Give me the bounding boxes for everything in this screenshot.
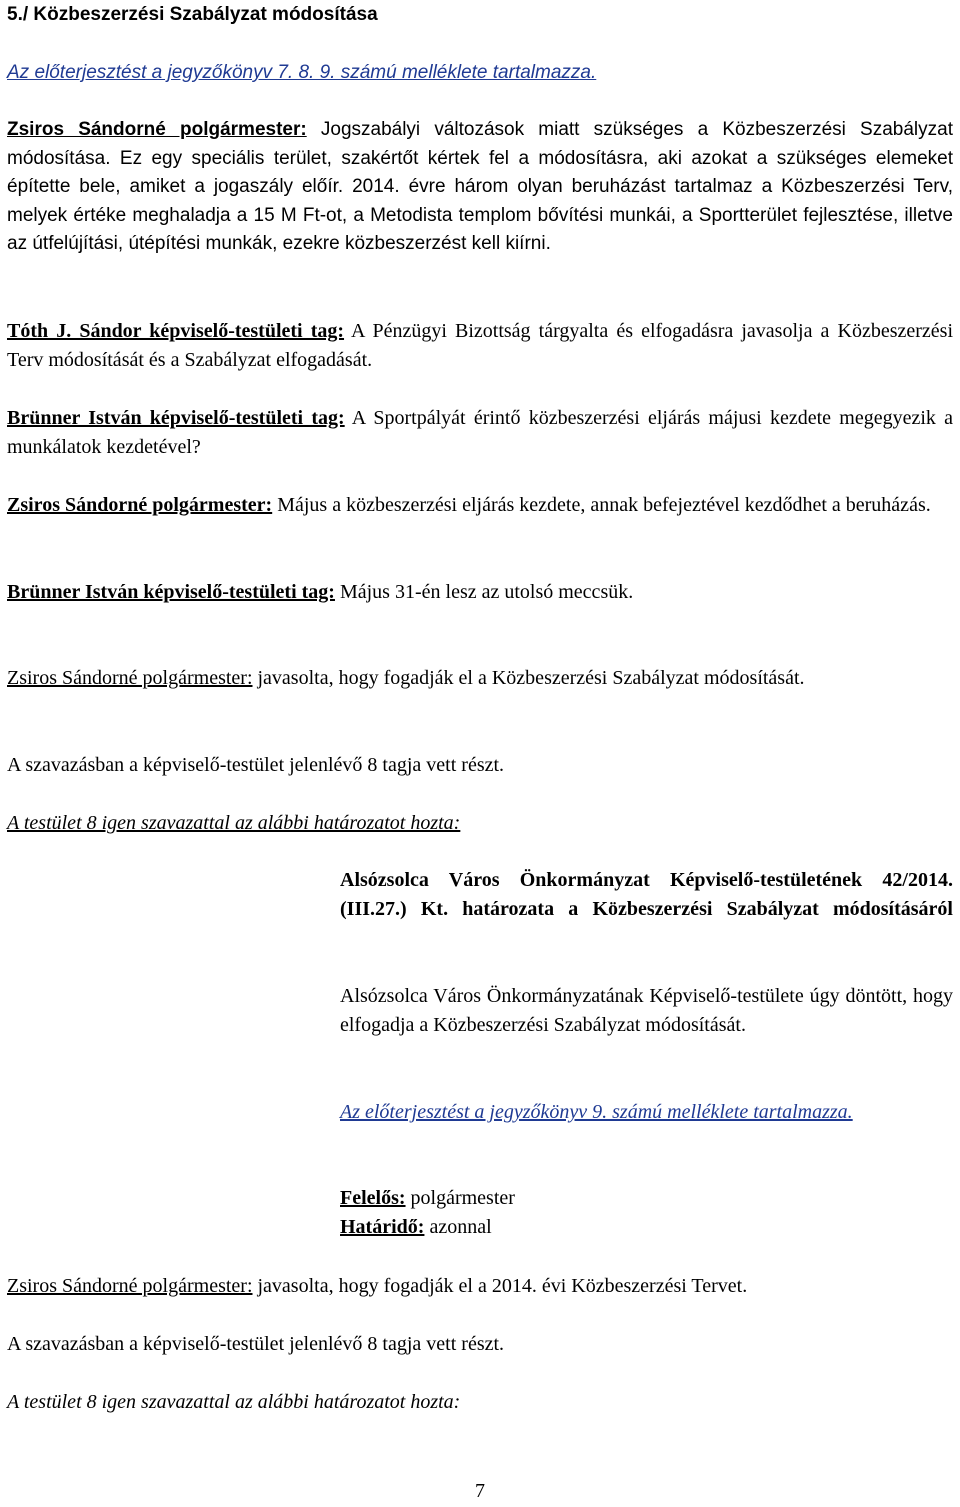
decision-intro-2: A testület 8 igen szavazattal az alábbi határozatot hozta: <box>7 1391 461 1413</box>
paragraph-toth <box>7 317 953 375</box>
resolution-title: Alsózsolca Város Önkormányzat Képviselő-testületének 42/2014. (III.27.) Kt. határozata a Közbeszerzési Szabályzat módosításáról <box>340 869 953 920</box>
paragraph-mayor-2 <box>7 491 953 520</box>
paragraph-mayor-3 <box>7 664 953 693</box>
speech-text: A Pénzügyi Bizottság tárgyalta és elfogadásra javasolja a Közbeszerzési Terv módosítását és a Szabályzat elfogadását. <box>7 320 954 371</box>
responsible-value: polgármester <box>405 1187 515 1209</box>
speaker-name: Zsiros Sándorné polgármester: <box>7 1275 253 1297</box>
section-heading: 5./ Közbeszerzési Szabályzat módosítása <box>7 4 378 25</box>
paragraph-brunner-2 <box>7 578 953 607</box>
resolution-body: Alsózsolca Város Önkormányzatának Képviselő-testülete úgy döntött, hogy elfogadja a Közbeszerzési Szabályzat módosítását. <box>340 985 953 1036</box>
speech-text: Május 31-én lesz az utolsó meccsük. <box>334 581 634 603</box>
responsible-line <box>340 1184 953 1213</box>
page-number: 7 <box>475 1480 485 1502</box>
deadline-label: Határidő: <box>340 1216 425 1238</box>
responsible-label: Felelős: <box>340 1187 406 1209</box>
attachment-note <box>7 58 953 87</box>
paragraph-mayor-4 <box>7 1272 953 1301</box>
deadline-line <box>340 1213 953 1242</box>
speech-text: Május a közbeszerzési eljárás kezdete, annak befejeztével kezdődhet a beruházás. <box>272 494 931 516</box>
resolution-attachment <box>340 1098 953 1127</box>
speaker-name: Zsiros Sándorné polgármester: <box>7 119 307 140</box>
speaker-name: Brünner István képviselő-testületi tag: <box>7 407 345 429</box>
speech-text: A Sportpályát érintő közbeszerzési eljárás májusi kezdete megegyezik a munkálatok kezdetével? <box>7 407 953 458</box>
speech-text: javasolta, hogy fogadják el a 2014. évi Közbeszerzési Tervet. <box>252 1275 748 1297</box>
speaker-name: Zsiros Sándorné polgármester: <box>7 667 253 689</box>
paragraph-mayor-1 <box>7 116 953 259</box>
speaker-name: Zsiros Sándorné polgármester: <box>7 494 273 516</box>
deadline-value: azonnal <box>424 1216 492 1238</box>
decision-intro-1: A testület 8 igen szavazattal az alábbi határozatot hozta: <box>7 812 461 834</box>
speaker-name: Brünner István képviselő-testületi tag: <box>7 581 335 603</box>
attachment-link[interactable]: Az előterjesztést a jegyzőkönyv 7. 8. 9. számú melléklete tartalmazza. <box>7 62 597 83</box>
paragraph-brunner-1 <box>7 404 953 462</box>
speech-text: Jogszabályi változások miatt szükséges a Közbeszerzési Szabályzat módosítása. Ez egy speciális terület, szakértőt kértek fel a módosításra, aki azokat a szükséges elemeket építette bele, amiket a jogaszály előír. 2014. évre három olyan beruházást tartalmaz a Közbeszerzési Terv, melyek értéke meghaladja a 15 M Ft-ot, a Metodista templom bővítési munkái, a Sportterület fejlesztése, illetve az útfelújítási, útépítési munkák, ezekre közbeszerzést kell kiírni. <box>7 119 953 254</box>
vote-statement-2: A szavazásban a képviselő-testület jelenlévő 8 tagja vett részt. <box>7 1333 505 1355</box>
vote-statement-1: A szavazásban a képviselő-testület jelenlévő 8 tagja vett részt. <box>7 754 505 776</box>
resolution-attachment-link[interactable]: Az előterjesztést a jegyzőkönyv 9. számú melléklete tartalmazza. <box>340 1101 853 1123</box>
speech-text: javasolta, hogy fogadják el a Közbeszerzési Szabályzat módosítását. <box>252 667 805 689</box>
speaker-name: Tóth J. Sándor képviselő-testületi tag: <box>7 320 345 342</box>
